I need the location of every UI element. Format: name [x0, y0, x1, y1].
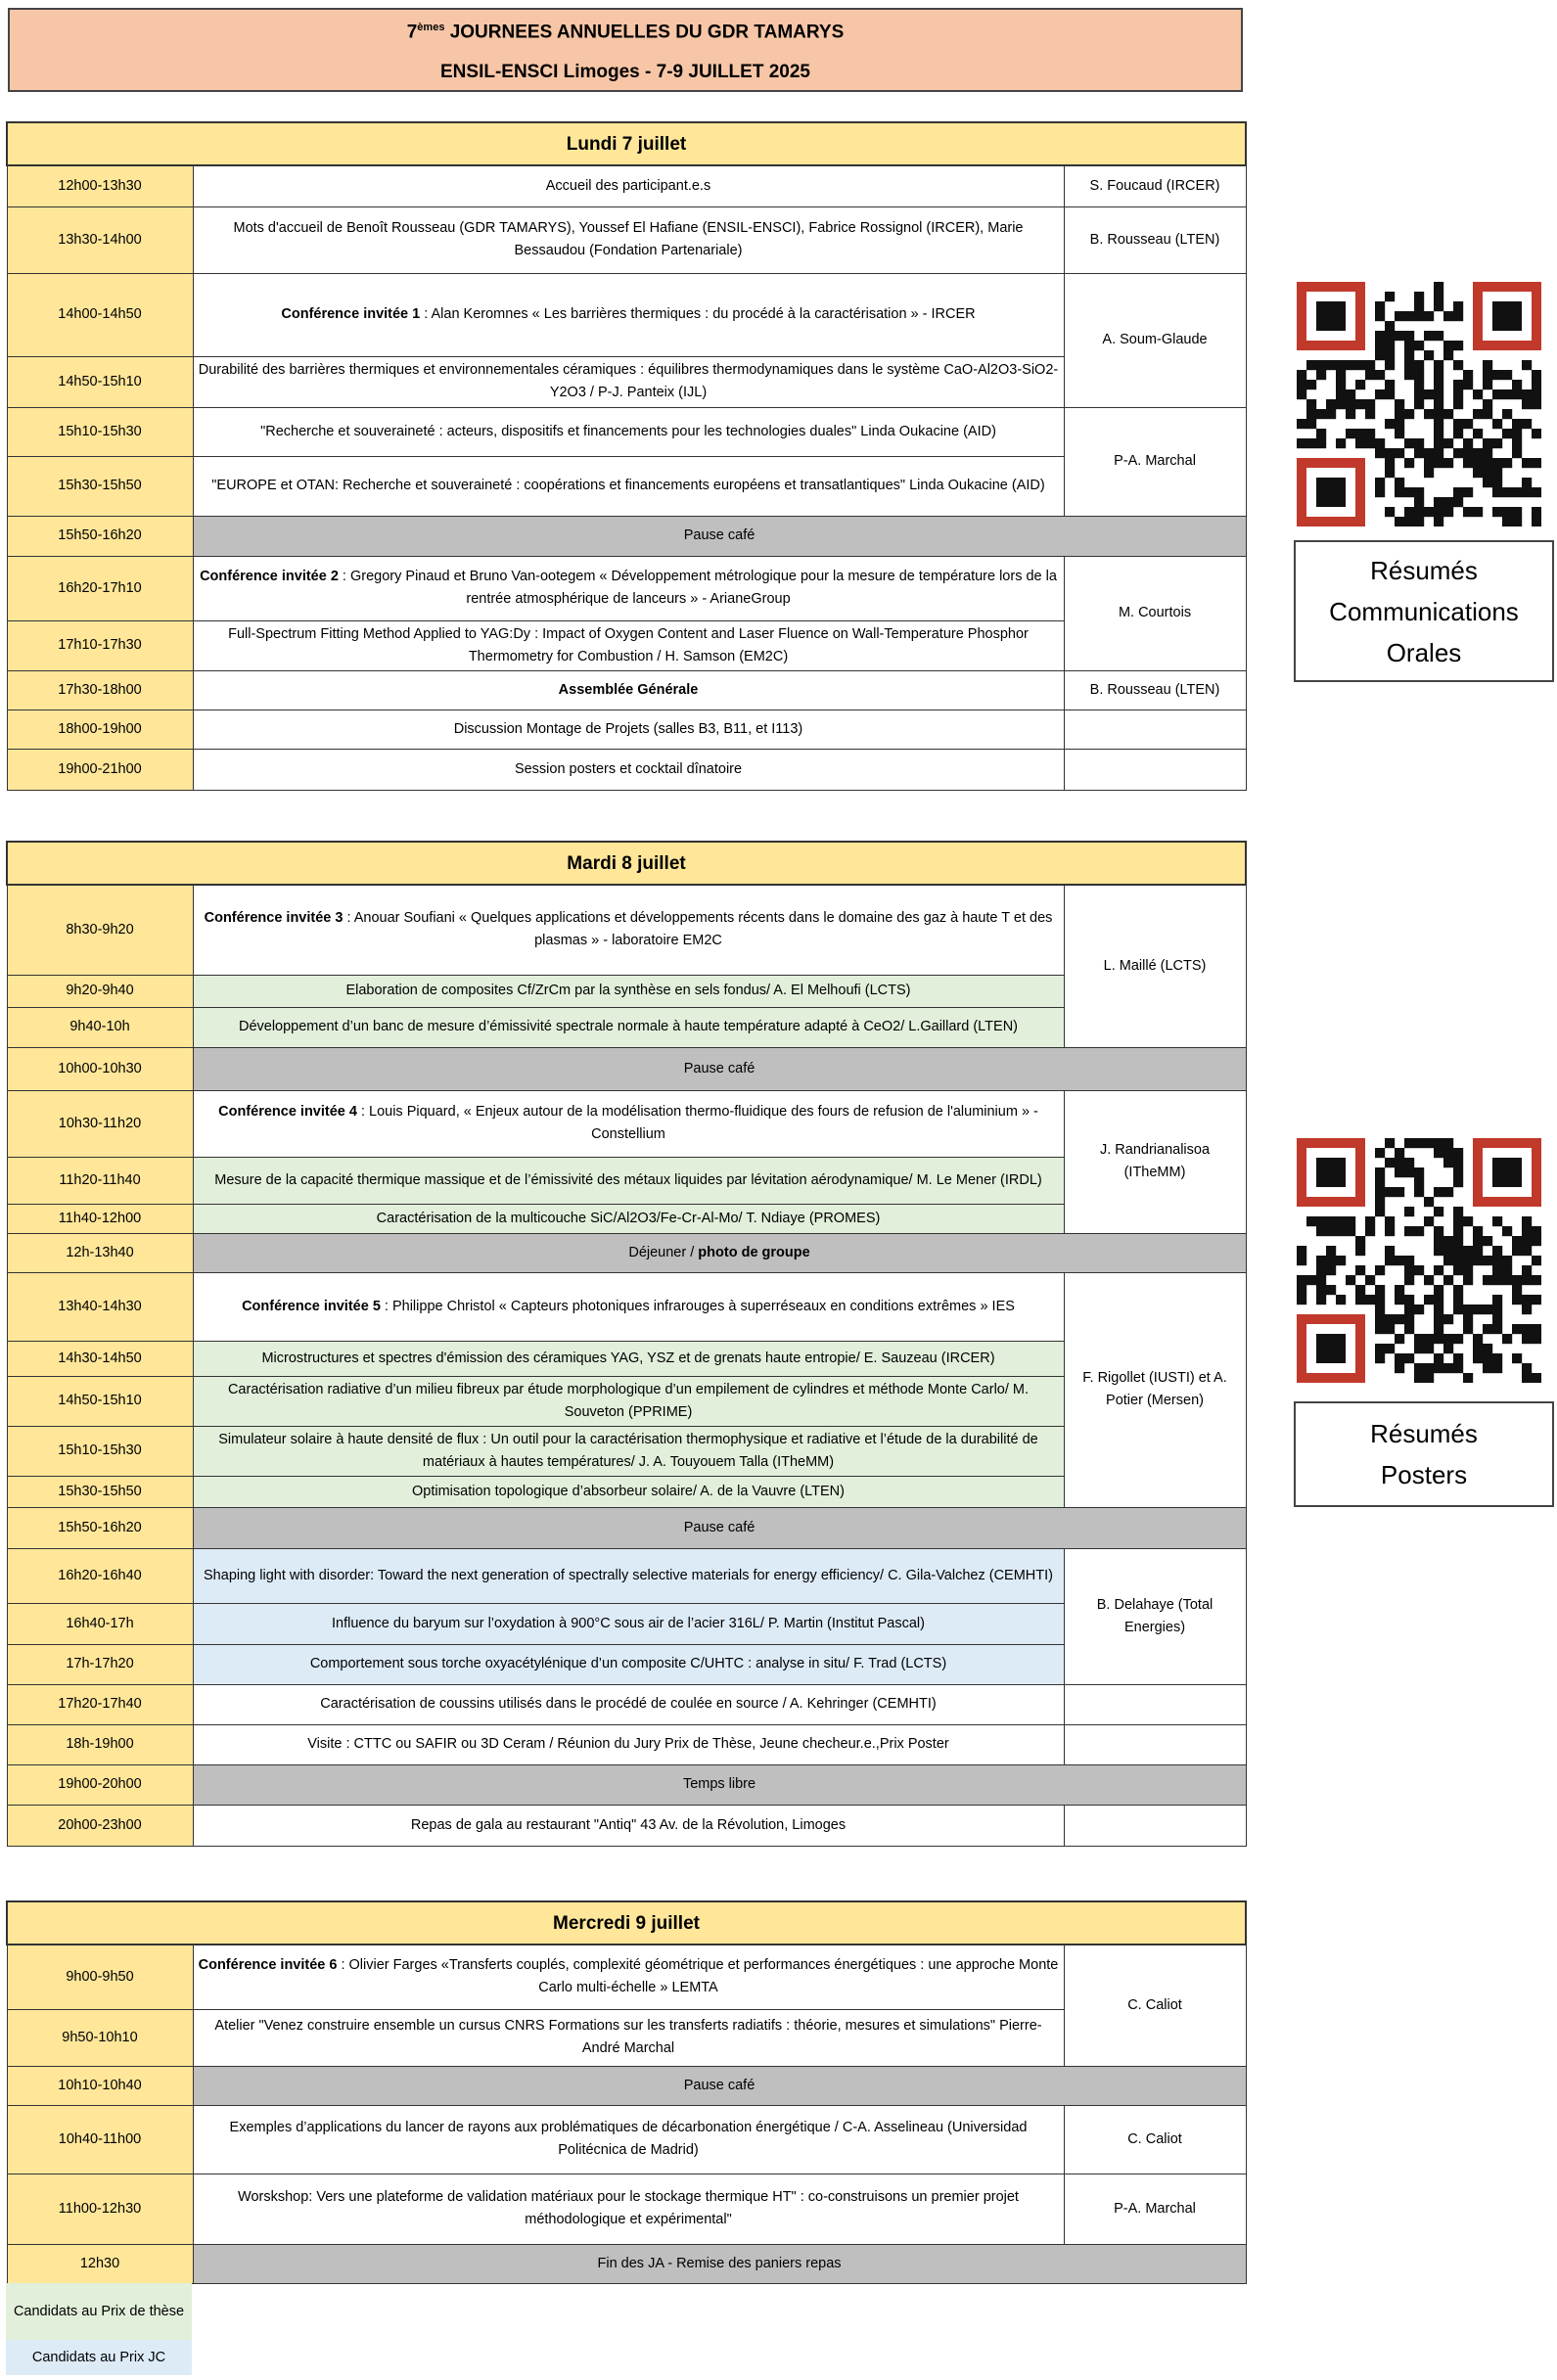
- day-table-mercredi: [6, 1900, 1247, 2284]
- table-row: [7, 1507, 1246, 1548]
- time-cell: 10h10-10h40: [7, 2066, 193, 2105]
- day-table-mardi: [6, 841, 1247, 1847]
- table-row: [7, 456, 1246, 516]
- chair-cell: F. Rigollet (IUSTI) et A. Potier (Mersen): [1064, 1272, 1246, 1507]
- time-cell: 9h40-10h: [7, 1007, 193, 1047]
- time-cell: 9h20-9h40: [7, 975, 193, 1007]
- chair-cell: B. Rousseau (LTEN): [1064, 206, 1246, 273]
- session-cell: Caractérisation de coussins utilisés dans le procédé de coulée en source / A. Kehringer (CEMHTI): [193, 1684, 1064, 1724]
- time-cell: 12h30: [7, 2244, 193, 2283]
- qr-label-line: Résumés: [1370, 1419, 1478, 1448]
- time-cell: 9h00-9h50: [7, 1945, 193, 2009]
- table-row: [7, 356, 1246, 407]
- session-cell: Discussion Montage de Projets (salles B3, B11, et I113): [193, 709, 1064, 749]
- table-row: [7, 670, 1246, 709]
- time-cell: 9h50-10h10: [7, 2009, 193, 2066]
- chair-cell: L. Maillé (LCTS): [1064, 885, 1246, 1047]
- chair-cell: C. Caliot: [1064, 1945, 1246, 2066]
- chair-cell: A. Soum-Glaude: [1064, 273, 1246, 407]
- pause-cell: Pause café: [193, 1047, 1246, 1090]
- chair-cell: P-A. Marchal: [1064, 2174, 1246, 2244]
- session-cell: Développement d’un banc de mesure d’émissivité spectrale normale à haute température adapté à CeO2/ L.Gaillard (LTEN): [193, 1007, 1064, 1047]
- table-row: [7, 206, 1246, 273]
- session-label: Conférence invitée 1: [281, 306, 421, 322]
- table-row: [7, 1603, 1246, 1644]
- chair-cell: C. Caliot: [1064, 2105, 1246, 2174]
- time-cell: 18h00-19h00: [7, 709, 193, 749]
- time-cell: 11h20-11h40: [7, 1157, 193, 1204]
- session-cell: Durabilité des barrières thermiques et environnementales céramiques : équilibres thermodynamiques dans le système CaO-Al2O3-SiO2-Y2O3 / P-J. Panteix (IJL): [193, 356, 1064, 407]
- table-row: [7, 2174, 1246, 2244]
- qr-label-line: Communications: [1329, 596, 1519, 626]
- session-cell: Accueil des participant.e.s: [193, 165, 1064, 206]
- table-row: [7, 407, 1246, 456]
- time-cell: 19h00-20h00: [7, 1764, 193, 1805]
- table-row: [7, 709, 1246, 749]
- table-row: [7, 620, 1246, 670]
- session-label: Conférence invitée 5: [242, 1298, 381, 1314]
- legend-prix-jc: Candidats au Prix JC: [6, 2340, 192, 2375]
- session-label: Conférence invitée 6: [198, 1957, 338, 1974]
- table-row: [7, 1684, 1246, 1724]
- legend-prix-these: Candidats au Prix de thèse: [6, 2283, 192, 2340]
- table-row: [7, 1272, 1246, 1341]
- time-cell: 11h00-12h30: [7, 2174, 193, 2244]
- chair-cell: P-A. Marchal: [1064, 407, 1246, 516]
- time-cell: 11h40-12h00: [7, 1204, 193, 1233]
- table-row: [7, 1724, 1246, 1764]
- chair-cell: B. Rousseau (LTEN): [1064, 670, 1246, 709]
- qr-label-orales: [1294, 540, 1554, 682]
- chair-cell: S. Foucaud (IRCER): [1064, 165, 1246, 206]
- time-cell: 13h40-14h30: [7, 1272, 193, 1341]
- header-subtitle: ENSIL-ENSCI Limoges - 7-9 JUILLET 2025: [440, 61, 810, 82]
- table-row: [7, 1157, 1246, 1204]
- chair-cell: [1064, 1724, 1246, 1764]
- table-row: [7, 1426, 1246, 1476]
- table-row: [7, 273, 1246, 356]
- pause-cell: Pause café: [193, 516, 1246, 556]
- qr-label-line: Orales: [1386, 637, 1462, 667]
- table-row: [7, 1090, 1246, 1157]
- chair-cell: M. Courtois: [1064, 556, 1246, 670]
- time-cell: 14h00-14h50: [7, 273, 193, 356]
- pause-cell: Pause café: [193, 2066, 1246, 2105]
- table-row: [7, 1341, 1246, 1376]
- time-cell: 8h30-9h20: [7, 885, 193, 975]
- session-cell: Exemples d’applications du lancer de rayons aux problématiques de décarbonation énergétique / C-A. Asselineau (Universidad Politécnica de Madrid): [193, 2105, 1064, 2174]
- time-cell: 15h30-15h50: [7, 1476, 193, 1507]
- session-label: Assemblée Générale: [558, 681, 699, 698]
- time-cell: 15h30-15h50: [7, 456, 193, 516]
- session-cell: Atelier "Venez construire ensemble un cursus CNRS Formations sur les transferts radiatifs : théorie, mesures et simulations" Pierre-André Marchal: [193, 2009, 1064, 2066]
- table-row: [7, 1764, 1246, 1805]
- table-row: [7, 1476, 1246, 1507]
- table-row: [7, 2009, 1246, 2066]
- table-row: [7, 1007, 1246, 1047]
- time-cell: 10h40-11h00: [7, 2105, 193, 2174]
- day-title: Mercredi 9 juillet: [7, 1901, 1246, 1945]
- time-cell: 14h50-15h10: [7, 356, 193, 407]
- session-cell: Conférence invitée 5 : Philippe Christol « Capteurs photoniques infrarouges à superréseaux en conditions extrêmes » IES: [193, 1272, 1064, 1341]
- session-cell: Caractérisation radiative d’un milieu fibreux par étude morphologique d’un empilement de cylindres et méthode Monte Carlo/ M. Souveton (PPRIME): [193, 1376, 1064, 1426]
- session-cell: Mots d'accueil de Benoît Rousseau (GDR TAMARYS), Youssef El Hafiane (ENSIL-ENSCI), Fabrice Rossignol (IRCER), Marie Bessaudou (Fondation Partenariale): [193, 206, 1064, 273]
- session-cell: "EUROPE et OTAN: Recherche et souveraineté : coopérations et financements européens et transatlantiques" Linda Oukacine (AID): [193, 456, 1064, 516]
- pause-cell: Déjeuner / photo de groupe: [193, 1233, 1246, 1272]
- day-title: Mardi 8 juillet: [7, 842, 1246, 885]
- chair-cell: B. Delahaye (Total Energies): [1064, 1548, 1246, 1684]
- time-cell: 16h20-16h40: [7, 1548, 193, 1603]
- session-cell: Full-Spectrum Fitting Method Applied to YAG:Dy : Impact of Oxygen Content and Laser Fluence on Wall-Temperature Phosphor Thermometry for Combustion / H. Samson (EM2C): [193, 620, 1064, 670]
- session-cell: Session posters et cocktail dînatoire: [193, 749, 1064, 790]
- time-cell: 16h40-17h: [7, 1603, 193, 1644]
- session-cell: Conférence invitée 3 : Anouar Soufiani « Quelques applications et développements récents dans le domaine des gaz à haute T et des plasmas » - laboratoire EM2C: [193, 885, 1064, 975]
- table-row: [7, 556, 1246, 620]
- table-row: [7, 1805, 1246, 1846]
- day-table-lundi: [6, 121, 1247, 791]
- session-cell: Shaping light with disorder: Toward the next generation of spectrally selective materials for energy efficiency/ C. Gila-Valchez (CEMHTI): [193, 1548, 1064, 1603]
- table-row: [7, 2066, 1246, 2105]
- session-cell: Mesure de la capacité thermique massique et de l’émissivité des métaux liquides par lévitation aérodynamique/ M. Le Mener (IRDL): [193, 1157, 1064, 1204]
- time-cell: 10h30-11h20: [7, 1090, 193, 1157]
- time-cell: 12h-13h40: [7, 1233, 193, 1272]
- session-cell: Elaboration de composites Cf/ZrCm par la synthèse en sels fondus/ A. El Melhoufi (LCTS): [193, 975, 1064, 1007]
- session-label: Conférence invitée 2: [200, 569, 339, 584]
- session-cell: Conférence invitée 6 : Olivier Farges «Transferts couplés, complexité géométrique et performances énergétiques : une approche Monte Carlo multi-échelle » LEMTA: [193, 1945, 1064, 2009]
- session-cell: Visite : CTTC ou SAFIR ou 3D Ceram / Réunion du Jury Prix de Thèse, Jeune checheur.e.,Prix Poster: [193, 1724, 1064, 1764]
- time-cell: 18h-19h00: [7, 1724, 193, 1764]
- qr-code-icon[interactable]: [1297, 282, 1541, 526]
- session-label: Conférence invitée 3: [204, 910, 343, 927]
- pause-cell: Fin des JA - Remise des paniers repas: [193, 2244, 1246, 2283]
- session-cell: Comportement sous torche oxyacétylénique d’un composite C/UHTC : analyse in situ/ F. Trad (LCTS): [193, 1644, 1064, 1684]
- table-row: [7, 1945, 1246, 2009]
- session-cell: Repas de gala au restaurant "Antiq" 43 Av. de la Révolution, Limoges: [193, 1805, 1064, 1846]
- time-cell: 17h-17h20: [7, 1644, 193, 1684]
- time-cell: 20h00-23h00: [7, 1805, 193, 1846]
- session-label: Conférence invitée 4: [218, 1104, 357, 1120]
- pause-cell: Temps libre: [193, 1764, 1246, 1805]
- session-cell: "Recherche et souveraineté : acteurs, dispositifs et financements pour les technologies duales" Linda Oukacine (AID): [193, 407, 1064, 456]
- chair-cell: [1064, 1805, 1246, 1846]
- qr-label-posters: [1294, 1401, 1554, 1507]
- qr-code-icon[interactable]: [1297, 1138, 1541, 1383]
- chair-cell: J. Randrianalisoa (ITheMM): [1064, 1090, 1246, 1233]
- table-row: [7, 749, 1246, 790]
- time-cell: 17h30-18h00: [7, 670, 193, 709]
- page-header: [8, 8, 1243, 92]
- table-row: [7, 1548, 1246, 1603]
- pause-cell: Pause café: [193, 1507, 1246, 1548]
- time-cell: 15h50-16h20: [7, 1507, 193, 1548]
- time-cell: 17h10-17h30: [7, 620, 193, 670]
- session-cell: Simulateur solaire à haute densité de flux : Un outil pour la caractérisation thermophysique et radiative et l’étude de la durabilité de matériaux à hautes températures/ J. A. Touyouem Talla (ITheMM): [193, 1426, 1064, 1476]
- time-cell: 12h00-13h30: [7, 165, 193, 206]
- session-cell: Worskshop: Vers une plateforme de validation matériaux pour le stockage thermique HT" : co-construisons un premier projet méthodologique et expérimental": [193, 2174, 1064, 2244]
- table-row: [7, 1047, 1246, 1090]
- table-row: [7, 2105, 1246, 2174]
- session-cell: Conférence invitée 1 : Alan Keromnes « Les barrières thermiques : du procédé à la caractérisation » - IRCER: [193, 273, 1064, 356]
- qr-label-line: Résumés: [1370, 555, 1478, 585]
- table-row: [7, 516, 1246, 556]
- table-row: [7, 165, 1246, 206]
- chair-cell: [1064, 749, 1246, 790]
- chair-cell: [1064, 1684, 1246, 1724]
- time-cell: 14h30-14h50: [7, 1341, 193, 1376]
- table-row: [7, 1376, 1246, 1426]
- day-title: Lundi 7 juillet: [7, 122, 1246, 165]
- time-cell: 15h10-15h30: [7, 1426, 193, 1476]
- table-row: [7, 1644, 1246, 1684]
- qr-label-line: Posters: [1380, 1460, 1468, 1489]
- session-cell: Microstructures et spectres d'émission des céramiques YAG, YSZ et de grenats haute entropie/ E. Sauzeau (IRCER): [193, 1341, 1064, 1376]
- time-cell: 14h50-15h10: [7, 1376, 193, 1426]
- table-row: [7, 2244, 1246, 2283]
- time-cell: 10h00-10h30: [7, 1047, 193, 1090]
- session-cell: [193, 670, 1064, 709]
- session-cell: Influence du baryum sur l’oxydation à 900°C sous air de l’acier 316L/ P. Martin (Institut Pascal): [193, 1603, 1064, 1644]
- time-cell: 16h20-17h10: [7, 556, 193, 620]
- time-cell: 13h30-14h00: [7, 206, 193, 273]
- time-cell: 19h00-21h00: [7, 749, 193, 790]
- table-row: [7, 1204, 1246, 1233]
- session-cell: Optimisation topologique d’absorbeur solaire/ A. de la Vauvre (LTEN): [193, 1476, 1064, 1507]
- time-cell: 15h50-16h20: [7, 516, 193, 556]
- time-cell: 15h10-15h30: [7, 407, 193, 456]
- time-cell: 17h20-17h40: [7, 1684, 193, 1724]
- session-cell: Conférence invitée 2 : Gregory Pinaud et Bruno Van-ootegem « Développement métrologique pour la mesure de température lors de la rentrée atmosphérique de lanceurs » - ArianeGroup: [193, 556, 1064, 620]
- session-cell: Caractérisation de la multicouche SiC/Al2O3/Fe-Cr-Al-Mo/ T. Ndiaye (PROMES): [193, 1204, 1064, 1233]
- table-row: [7, 1233, 1246, 1272]
- session-cell: Conférence invitée 4 : Louis Piquard, « Enjeux autour de la modélisation thermo-fluidique des fours de refusion de l'aluminium » - Constellium: [193, 1090, 1064, 1157]
- table-row: [7, 975, 1246, 1007]
- table-row: [7, 885, 1246, 975]
- chair-cell: [1064, 709, 1246, 749]
- header-title: 7èmes JOURNEES ANNUELLES DU GDR TAMARYS: [406, 22, 845, 43]
